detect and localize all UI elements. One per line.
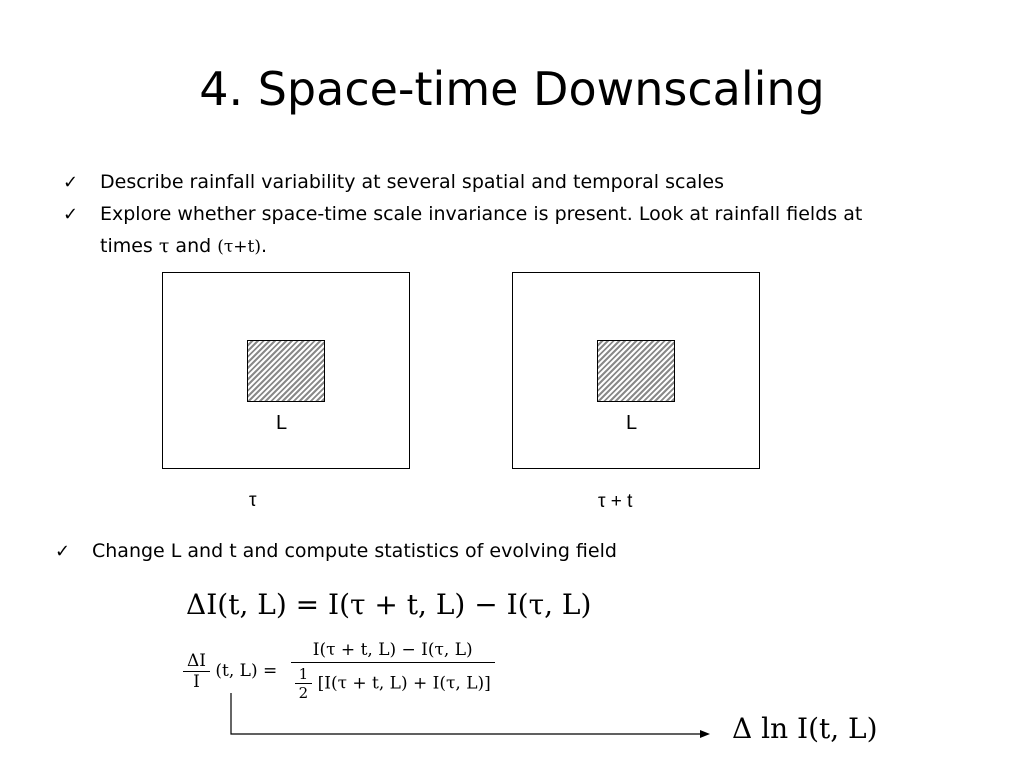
equation-intensity-difference: ΔI(t, L) = I(τ + t, L) − I(τ, L) bbox=[186, 588, 592, 621]
checkmark-icon: ✓ bbox=[63, 172, 79, 193]
fraction-denominator: I bbox=[183, 671, 210, 692]
half-denominator: 2 bbox=[295, 683, 313, 702]
checkmark-icon: ✓ bbox=[55, 541, 71, 562]
arrow-head-icon bbox=[700, 730, 710, 738]
checkmark-icon: ✓ bbox=[63, 204, 79, 225]
equation-args: (t, L) = bbox=[215, 661, 278, 681]
fraction-numerator: I(τ + t, L) − I(τ, L) bbox=[312, 640, 473, 660]
mean-intensity-term: [I(τ + t, L) + I(τ, L)] bbox=[317, 673, 491, 694]
slide-title: 4. Space-time Downscaling bbox=[199, 62, 825, 116]
bullet-3-text: Change L and t and compute statistics of evolving field bbox=[92, 540, 617, 562]
scale-label-left: L bbox=[276, 412, 288, 434]
time-caption-tau: τ bbox=[249, 490, 257, 511]
tau-plus-t: (τ+t) bbox=[217, 237, 261, 257]
bullet-1-text: Describe rainfall variability at several spatial and temporal scales bbox=[100, 171, 724, 193]
tau-symbol: τ bbox=[158, 235, 170, 257]
bullet-2-and: and bbox=[169, 235, 218, 257]
time-caption-tau-plus-t: τ + t bbox=[598, 491, 633, 512]
scale-label-right: L bbox=[626, 412, 638, 434]
half-numerator: 1 bbox=[298, 665, 309, 683]
fraction-numerator: ΔI bbox=[187, 650, 206, 671]
equation-log-intensity-difference: Δ ln I(t, L) bbox=[732, 712, 878, 745]
arrow-line bbox=[231, 693, 700, 734]
bullet-2-period: . bbox=[260, 235, 268, 257]
bullet-2-text: Explore whether space-time scale invariance is present. Look at rainfall fields at bbox=[100, 203, 863, 225]
bullet-2-prefix: times bbox=[100, 235, 159, 257]
